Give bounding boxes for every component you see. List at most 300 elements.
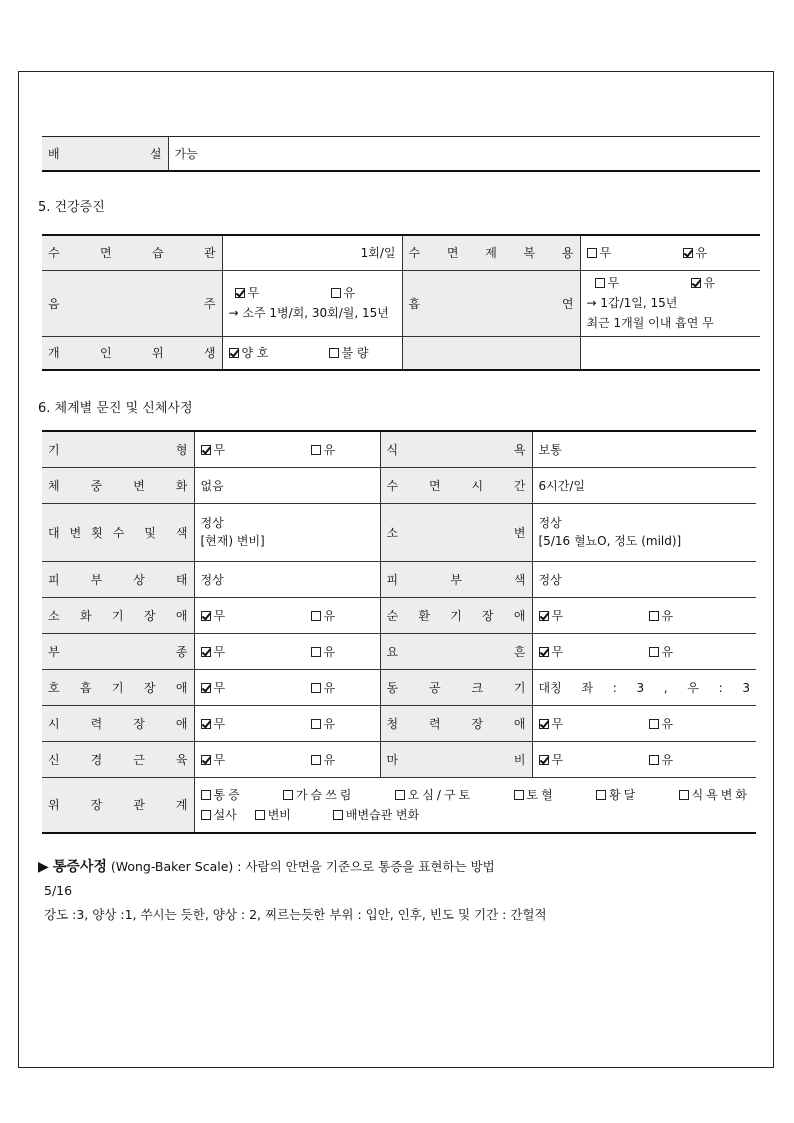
checkbox[interactable] <box>596 790 606 800</box>
option-label: 무 <box>213 644 226 659</box>
excretion-label <box>42 137 168 171</box>
option-label: 무 <box>599 246 612 261</box>
option-label: 유 <box>661 716 674 731</box>
label-text <box>387 643 526 660</box>
label-char: 습 <box>151 246 164 261</box>
row-label <box>42 705 194 741</box>
label-text <box>387 679 526 696</box>
section5-title: 5. 건강증진 <box>38 200 105 215</box>
label-char: 장 <box>143 608 156 623</box>
label-char: 위 <box>151 346 164 361</box>
label-char: 시 <box>471 478 484 493</box>
label-char: 장 <box>133 716 145 731</box>
option-label: 무 <box>551 608 564 623</box>
gi-option[interactable] <box>255 805 291 825</box>
label-text <box>387 477 526 494</box>
label-char: 형 <box>175 442 188 457</box>
gi-option[interactable] <box>395 785 473 805</box>
option-label: 무 <box>213 608 226 623</box>
pain-detail: 강도 :3, 양상 :1, 쑤시는 듯한, 양상 : 2, 찌르는듯한 부위 : 입안, 인후, 빈도 및 기간 : 간헐적 <box>44 907 547 922</box>
sleep-med-options <box>580 235 760 270</box>
row-label <box>42 561 194 597</box>
label-char: 근 <box>133 752 145 767</box>
option-label: 변비 <box>267 807 291 822</box>
label-char: 피 <box>386 572 399 587</box>
label-char: 순 <box>386 608 399 623</box>
checkbox[interactable] <box>201 445 211 455</box>
pain-heading: 통증사정 <box>52 859 107 875</box>
label-char: 횟 <box>91 525 103 540</box>
label-text <box>48 715 188 732</box>
checkbox[interactable] <box>201 810 211 820</box>
label-text <box>48 571 188 588</box>
option-label: 가슴쓰림 <box>296 787 355 802</box>
gi-option[interactable] <box>333 805 419 825</box>
none-option[interactable] <box>201 441 311 458</box>
value-text: 정상 <box>538 516 562 530</box>
table-row <box>42 431 756 467</box>
checkbox[interactable] <box>587 248 597 258</box>
row-value <box>532 467 756 503</box>
label-char: 제 <box>485 246 497 261</box>
none-option[interactable] <box>201 715 311 732</box>
pain-description: : 사람의 안면을 기준으로 통증을 표현하는 방법 <box>237 859 495 874</box>
label-char: 식 <box>386 442 399 457</box>
smoking-none-option[interactable] <box>587 273 691 293</box>
yes-option[interactable] <box>649 715 674 732</box>
none-option[interactable] <box>201 607 311 624</box>
pain-heading-line <box>38 856 495 876</box>
label-text <box>48 524 188 541</box>
option-label: 토혈 <box>526 787 556 802</box>
gi-option[interactable] <box>679 785 750 805</box>
yes-option[interactable] <box>311 607 336 624</box>
system-review-table <box>42 430 756 834</box>
checkbox[interactable] <box>201 755 211 765</box>
label-char: 체 <box>48 478 60 493</box>
yes-option[interactable] <box>311 643 336 660</box>
drinking-none-option[interactable] <box>229 283 331 303</box>
option-label: 유 <box>703 276 716 290</box>
value-text: [5/16 혈뇨O, 정도 (mild)] <box>538 534 682 548</box>
label-text <box>387 571 526 588</box>
label-char: 장 <box>471 716 484 731</box>
table-row <box>42 561 756 597</box>
label-char: 피 <box>48 572 60 587</box>
row-value <box>532 633 756 669</box>
label-char: 애 <box>175 680 188 695</box>
label-char: 흡 <box>408 296 421 311</box>
option-label: 유 <box>323 442 336 457</box>
option-label: 유 <box>661 608 674 623</box>
checkbox[interactable] <box>311 719 321 729</box>
yes-option[interactable] <box>311 751 336 768</box>
option-label: 오심/구토 <box>407 787 474 802</box>
checkbox[interactable] <box>331 288 341 298</box>
label-char: 장 <box>90 798 103 813</box>
value-text: 없음 <box>200 478 224 493</box>
row-label <box>42 633 194 669</box>
row-value <box>194 561 380 597</box>
label-char: 관 <box>203 246 216 261</box>
drinking-yes-option[interactable] <box>331 283 356 303</box>
label-text <box>48 441 188 458</box>
value-text: 6시간/일 <box>538 478 585 493</box>
empty-cell <box>580 336 760 370</box>
label-char: 흔 <box>513 644 526 659</box>
label-text <box>387 524 526 541</box>
label-text <box>48 679 188 696</box>
gi-options-line2 <box>201 805 751 825</box>
option-label: 유 <box>323 608 336 623</box>
label-text <box>387 715 526 732</box>
value-text: 정상 <box>200 572 224 587</box>
row-label <box>380 467 532 503</box>
label-char: 변 <box>513 525 526 540</box>
row-value <box>194 597 380 633</box>
label-text <box>48 295 216 312</box>
label-char: 력 <box>428 716 441 731</box>
label-char: 종 <box>175 644 188 659</box>
none-option[interactable] <box>201 679 311 696</box>
hygiene-value <box>222 336 402 370</box>
row-label <box>380 669 532 705</box>
label-char: 육 <box>175 752 188 767</box>
option-label: 무 <box>213 752 226 767</box>
label-char: 개 <box>48 346 60 361</box>
gi-label <box>42 777 194 833</box>
label-char: 마 <box>386 752 399 767</box>
option-label: 유 <box>661 752 674 767</box>
row-value <box>532 705 756 741</box>
label-char: 색 <box>513 572 526 587</box>
smoking-yes-option[interactable] <box>691 273 716 293</box>
row-value <box>194 741 380 777</box>
option-label: 무 <box>551 716 564 731</box>
option-label: 무 <box>551 752 564 767</box>
label-text <box>48 643 188 660</box>
option-label: 불 량 <box>341 346 369 361</box>
excretion-value: 가능 <box>174 146 198 161</box>
label-char: 장 <box>482 608 494 623</box>
gi-option[interactable] <box>596 785 638 805</box>
yes-option[interactable] <box>649 607 674 624</box>
row-value <box>532 741 756 777</box>
label-text <box>48 751 188 768</box>
option-label: 유 <box>323 752 336 767</box>
sleep-habit-label <box>42 235 222 270</box>
label-char: 설 <box>149 146 162 161</box>
gi-option[interactable] <box>201 805 237 825</box>
label-char: 시 <box>48 716 60 731</box>
checkbox[interactable] <box>514 790 524 800</box>
sleep-habit-value: 1회/일 <box>222 235 402 270</box>
row-label <box>380 633 532 669</box>
yes-option[interactable] <box>311 441 336 458</box>
label-char: 기 <box>450 608 462 623</box>
sleep-med-yes-option[interactable] <box>683 244 708 261</box>
option-label: 무 <box>607 276 620 290</box>
row-value <box>194 467 380 503</box>
label-text <box>387 751 526 768</box>
label-char: 환 <box>418 608 430 623</box>
label-char: 애 <box>175 608 188 623</box>
label-char: 대 <box>48 525 60 540</box>
label-char: 위 <box>48 798 60 813</box>
label-char: 면 <box>428 478 441 493</box>
smoking-detail-2: 최근 1개월 이내 흡연 무 <box>586 316 714 330</box>
value-text: 정상 <box>200 516 224 530</box>
option-label: 무 <box>213 716 226 731</box>
checkbox[interactable] <box>691 278 701 288</box>
checkbox[interactable] <box>201 683 211 693</box>
option-label: 양 호 <box>241 346 269 361</box>
label-char: 인 <box>99 346 112 361</box>
option-label: 무 <box>551 644 564 659</box>
checkbox[interactable] <box>311 755 321 765</box>
row-label <box>42 503 194 561</box>
label-text <box>48 344 216 361</box>
label-char: 애 <box>175 716 188 731</box>
checkbox[interactable] <box>311 647 321 657</box>
none-option[interactable] <box>539 607 649 624</box>
label-char: 용 <box>561 246 574 261</box>
sleep-med-label <box>402 235 580 270</box>
label-char: 배 <box>48 146 60 161</box>
excretion-label-text <box>48 145 162 162</box>
checkbox[interactable] <box>649 755 659 765</box>
yes-option[interactable] <box>311 715 336 732</box>
checkbox[interactable] <box>539 719 549 729</box>
label-char: 중 <box>90 478 103 493</box>
none-option[interactable] <box>539 715 649 732</box>
row-label <box>42 669 194 705</box>
checkbox[interactable] <box>679 790 689 800</box>
option-label: 식욕변화 <box>691 787 750 802</box>
label-char: 태 <box>175 572 188 587</box>
health-promotion-table <box>42 234 760 371</box>
excretion-table <box>42 136 760 172</box>
row-label <box>380 741 532 777</box>
none-option[interactable] <box>201 643 311 660</box>
gi-options <box>194 777 756 833</box>
option-label: 유 <box>661 644 674 659</box>
label-text <box>48 796 188 813</box>
row-value <box>532 431 756 467</box>
checkbox[interactable] <box>201 647 211 657</box>
label-char: 력 <box>90 716 103 731</box>
checkbox[interactable] <box>255 810 265 820</box>
label-text <box>409 295 574 312</box>
checkbox[interactable] <box>395 790 405 800</box>
row-label <box>42 741 194 777</box>
option-label: 유 <box>323 716 336 731</box>
checkbox[interactable] <box>649 647 659 657</box>
label-char: 상 <box>133 572 145 587</box>
label-char: 및 <box>144 525 156 540</box>
checkbox[interactable] <box>333 810 343 820</box>
hygiene-good-option[interactable] <box>229 344 329 361</box>
table-row <box>42 741 756 777</box>
label-char: 연 <box>561 296 574 311</box>
option-label: 유 <box>343 286 356 300</box>
checkbox[interactable] <box>329 348 339 358</box>
label-char: 부 <box>90 572 103 587</box>
table-row <box>42 503 756 561</box>
label-char: 애 <box>513 608 526 623</box>
label-char: 장 <box>143 680 156 695</box>
label-char: 수 <box>386 478 399 493</box>
option-label: 무 <box>213 442 226 457</box>
table-row <box>42 467 756 503</box>
option-label: 배변습관 변화 <box>345 807 420 822</box>
table-row <box>42 705 756 741</box>
smoking-value <box>580 270 760 336</box>
checkbox[interactable] <box>649 719 659 729</box>
checkbox[interactable] <box>235 288 245 298</box>
pain-scale: (Wong-Baker Scale) <box>110 859 234 874</box>
checkbox[interactable] <box>595 278 605 288</box>
gi-option[interactable] <box>283 785 354 805</box>
option-label: 설사 <box>213 807 237 822</box>
checkbox[interactable] <box>539 647 549 657</box>
label-text <box>387 441 526 458</box>
label-char: 소 <box>386 525 399 540</box>
triangle-icon: ▶ <box>38 859 49 875</box>
row-value <box>194 705 380 741</box>
option-label: 유 <box>695 246 708 261</box>
checkbox[interactable] <box>311 445 321 455</box>
label-char: 비 <box>513 752 526 767</box>
table-row <box>42 597 756 633</box>
label-char: 소 <box>48 608 60 623</box>
none-option[interactable] <box>539 751 649 768</box>
option-label: 황달 <box>609 787 639 802</box>
value-text: 보통 <box>538 442 562 457</box>
label-char: 요 <box>386 644 399 659</box>
label-char: 흡 <box>79 680 92 695</box>
label-char: 경 <box>90 752 103 767</box>
checkbox[interactable] <box>311 683 321 693</box>
label-char: 수 <box>112 525 125 540</box>
smoking-label <box>402 270 580 336</box>
option-label: 유 <box>323 644 336 659</box>
checkbox[interactable] <box>283 790 293 800</box>
checkbox[interactable] <box>201 611 211 621</box>
sleep-med-none-option[interactable] <box>587 244 683 261</box>
yes-option[interactable] <box>649 751 674 768</box>
label-char: 화 <box>175 478 188 493</box>
label-text <box>48 244 216 261</box>
label-char: 주 <box>203 296 216 311</box>
row-label <box>380 597 532 633</box>
drinking-detail: → 소주 1병/회, 30회/월, 15년 <box>228 306 389 320</box>
label-char: 수 <box>408 246 421 261</box>
label-char: 청 <box>386 716 399 731</box>
row-value <box>532 561 756 597</box>
label-char: 신 <box>48 752 60 767</box>
value-text: 대칭 좌 : 3 , 우 : 3 <box>538 680 750 695</box>
label-char: 면 <box>446 246 459 261</box>
label-char: 호 <box>48 680 60 695</box>
option-label: 무 <box>213 680 226 695</box>
row-value <box>532 503 756 561</box>
checkbox[interactable] <box>539 755 549 765</box>
label-char: 부 <box>48 644 60 659</box>
row-label <box>42 597 194 633</box>
label-char: 간 <box>513 478 526 493</box>
label-text <box>387 607 526 624</box>
value-text: 정상 <box>538 572 562 587</box>
label-char: 욕 <box>513 442 526 457</box>
checkbox[interactable] <box>311 611 321 621</box>
none-option[interactable] <box>539 643 649 660</box>
checkbox[interactable] <box>229 348 239 358</box>
label-char: 부 <box>450 572 462 587</box>
checkbox[interactable] <box>649 611 659 621</box>
row-label <box>42 467 194 503</box>
row-value <box>194 503 380 561</box>
hygiene-poor-option[interactable] <box>329 344 369 361</box>
label-text <box>48 607 188 624</box>
label-char: 계 <box>175 798 188 813</box>
gi-option[interactable] <box>201 785 243 805</box>
row-label <box>380 431 532 467</box>
label-char: 기 <box>48 442 60 457</box>
gi-options-line1 <box>201 785 751 805</box>
row-value <box>194 633 380 669</box>
label-char: 관 <box>133 798 145 813</box>
label-char: 애 <box>513 716 526 731</box>
label-char: 기 <box>111 680 124 695</box>
option-label: 통증 <box>213 787 243 802</box>
gi-option[interactable] <box>514 785 556 805</box>
label-char: 음 <box>48 296 60 311</box>
section6-title: 6. 체계별 문진 및 신체사정 <box>38 401 193 416</box>
label-char: 기 <box>513 680 526 695</box>
label-char: 면 <box>99 246 112 261</box>
row-value <box>532 669 756 705</box>
label-char: 기 <box>111 608 124 623</box>
row-label <box>380 561 532 597</box>
row-label <box>380 503 532 561</box>
none-option[interactable] <box>201 751 311 768</box>
smoking-detail-1: → 1갑/1일, 15년 <box>586 296 678 310</box>
drinking-label <box>42 270 222 336</box>
label-char: 크 <box>471 680 484 695</box>
hygiene-label <box>42 336 222 370</box>
row-label <box>380 705 532 741</box>
label-char: 변 <box>69 525 82 540</box>
yes-option[interactable] <box>311 679 336 696</box>
label-char: 복 <box>523 246 536 261</box>
yes-option[interactable] <box>649 643 674 660</box>
checkbox[interactable] <box>201 719 211 729</box>
label-text <box>409 244 574 261</box>
label-char: 변 <box>133 478 145 493</box>
label-text <box>48 477 188 494</box>
drinking-value <box>222 270 402 336</box>
checkbox[interactable] <box>201 790 211 800</box>
row-value <box>532 597 756 633</box>
checkbox[interactable] <box>539 611 549 621</box>
row-label <box>42 431 194 467</box>
checkbox[interactable] <box>683 248 693 258</box>
label-char: 공 <box>428 680 441 695</box>
row-value <box>194 431 380 467</box>
value-text: [현재) 변비] <box>200 534 265 548</box>
row-value <box>194 669 380 705</box>
